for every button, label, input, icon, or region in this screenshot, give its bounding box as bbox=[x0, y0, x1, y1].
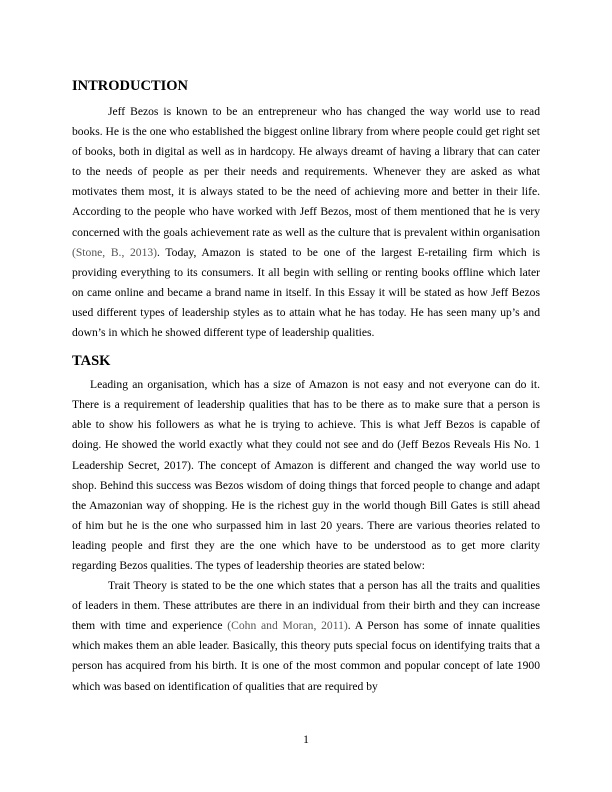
introduction-paragraph bbox=[72, 102, 540, 343]
task-citation: (Cohn and Moran, 2011) bbox=[227, 619, 348, 633]
intro-text-a: Jeff Bezos is known to be an entrepreneur who has changed the way world use to read books. He is the one who established the biggest online library from where people could get right set of books, both in digital as well as in hardcopy. He always dreamt of having a library that can cater to the needs of people as per their needs and requirements. Whenever they are asked as what motivates them most, it is always stated to be the need of achieving more and better in their life. According to the people who have worked with Jeff Bezos, most of them mentioned that he is very concerned with the goals achievement rate as well as the culture that is prevalent within organisation bbox=[72, 105, 540, 239]
intro-text-b: . Today, Amazon is stated to be one of the largest E-retailing firm which is providing everything to its consumers. It all begin with selling or renting books offline which later on came online and became a brand name in itself. In this Essay it will be stated as how Jeff Bezos used different types of leadership styles as to attain what he has today. He has seen many up’s and down’s in which he showed different type of leadership qualities. bbox=[72, 245, 540, 340]
task-paragraph-1: Leading an organisation, which has a size of Amazon is not easy and not everyone can do it. There is a requirement of leadership qualities that has to be there as to make sure that a person is able to show his followers as what he is trying to achieve. This is what Jeff Bezos is capable of doing. He showed the world exactly what they could not see and do (Jeff Bezos Reveals His No. 1 Leadership Secret, 2017). The concept of Amazon is different and changed the way world use to shop. Behind this success was Bezos wisdom of doing things that forced people to change and adapt the Amazonian way of shopping. He is the richest guy in the world though Bill Gates is still ahead of him but he is the one who surpassed him in last 20 years. There are various theories related to leading people and first they are the one which have to be understood as to get more clarity regarding Bezos qualities. The types of leadership theories are stated below: bbox=[72, 378, 540, 572]
task-heading: TASK bbox=[72, 353, 111, 370]
task-text-a: Trait Theory is stated to be the one which states that a person has all the traits and qualities of leaders in them. These attributes are there in an individual from their birth and they can increase them with time and experience bbox=[72, 579, 540, 633]
intro-citation: (Stone, B., 2013) bbox=[72, 245, 158, 259]
task-text-b: . A Person has some of innate qualities which makes them an able leader. Basically, this theory puts special focus on identifying traits that a person has acquired from his birth. It is one of the most common and popular concept of late 1900 which was based on identification of qualities that are required by bbox=[72, 619, 540, 693]
task-paragraph-2 bbox=[72, 576, 540, 697]
page-number: 1 bbox=[303, 733, 309, 746]
introduction-heading: INTRODUCTION bbox=[72, 78, 189, 94]
document-page bbox=[72, 76, 540, 705]
